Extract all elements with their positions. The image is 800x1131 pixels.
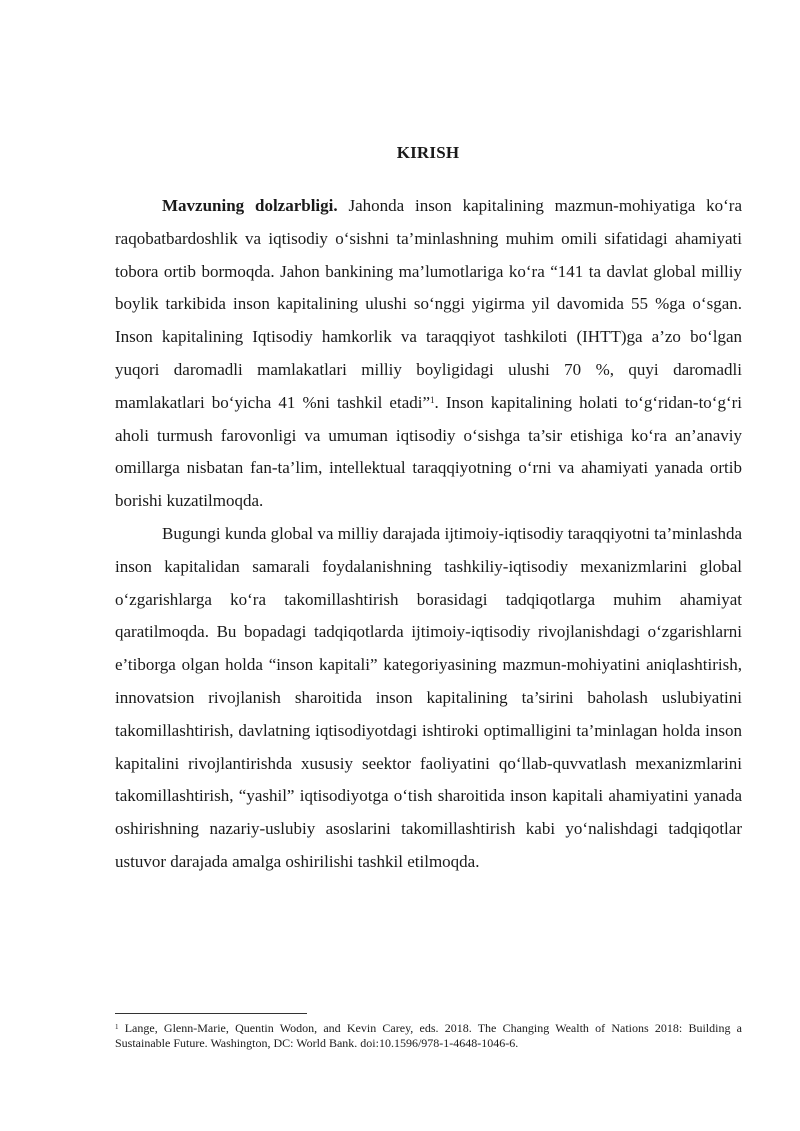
body-text [115, 190, 742, 879]
paragraph-text: . Inson kapitalining holati to‘g‘ridan-to‘g‘ri aholi turmush farovonligi va umuman iqtisodiy o‘sishga ta’sir etishiga ko‘ra an’anaviy omillarga nisbatan fan-ta’lim, intellektual taraqqiyotning o‘rni va ahamiyati yanada ortib borishi kuzatilmoqda. [115, 392, 742, 511]
footnote-mark: 1 [115, 1023, 119, 1031]
paragraph-research-context: Bugungi kunda global va milliy darajada ijtimoiy-iqtisodiy taraqqiyotni ta’minlashda inson kapitalidan samarali foydalanishning tashkiliy-iqtisodiy mexanizmlarini global o‘zgarishlarga ko‘ra takomillashtirish borasidagi tadqiqotlarga muhim ahamiyat qaratilmoqda. Bu bopadagi tadqiqotlarda ijtimoiy-iqtisodiy rivojlanishdagi o‘zgarishlarni e’tiborga olgan holda “inson kapitali” kategoriyasining mazmun-mohiyatini aniqlashtirish, innovatsion rivojlanish sharoitida inson kapitalining ta’sirini baholash uslubiyatini takomillashtirish, davlatning iqtisodiyotdagi ishtiroki optimalligini ta’minlagan holda inson kapitalini rivojlantirishda xususiy seektor faoliyatini qo‘llab-quvvatlash mexanizmlarini takomillashtirish, “yashil” iqtisodiyotga o‘tish sharoitida inson kapitali ahamiyatini yanada oshirishning nazariy-uslubiy asoslarini takomillashtirish kabi yo‘nalishdagi tadqiqotlar ustuvor darajada amalga oshirilishi tashkil etilmoqda. [115, 523, 742, 871]
lead-heading: Mavzuning dolzarbligi. [162, 196, 338, 215]
footnote-divider [115, 1013, 307, 1014]
footnote-reference[interactable]: 1 [430, 394, 435, 405]
paragraph-relevance [115, 190, 742, 518]
page-title: KIRISH [396, 143, 460, 162]
footnote [115, 1021, 742, 1051]
footnote-text: Lange, Glenn-Marie, Quentin Wodon, and Kevin Carey, eds. 2018. The Changing Wealth of Nations 2018: Building a Sustainable Future. Washington, DC: World Bank. doi:10.1596/978-1-4648-1046-6. [115, 1021, 742, 1050]
paragraph-text: Jahonda inson kapitalining mazmun-mohiyatiga ko‘ra raqobatbardoshlik va iqtisodiy o‘sishni ta’minlashning muhim omili sifatidagi ahamiyati tobora ortib bormoqda. Jahon bankining ma’lumotlariga ko‘ra “141 ta davlat global milliy boylik tarkibida inson kapitalining ulushi so‘nggi yigirma yil davomida 55 %ga o‘sgan. Inson kapitalining Iqtisodiy hamkorlik va taraqqiyot tashkiloti (IHTT)ga a’zo bo‘lgan yuqori daromadli mamlakatlari milliy boyligidagi ulushi 70 %, quyi daromadli mamlakatlari bo‘yicha 41 %ni tashkil etadi” [115, 196, 742, 412]
